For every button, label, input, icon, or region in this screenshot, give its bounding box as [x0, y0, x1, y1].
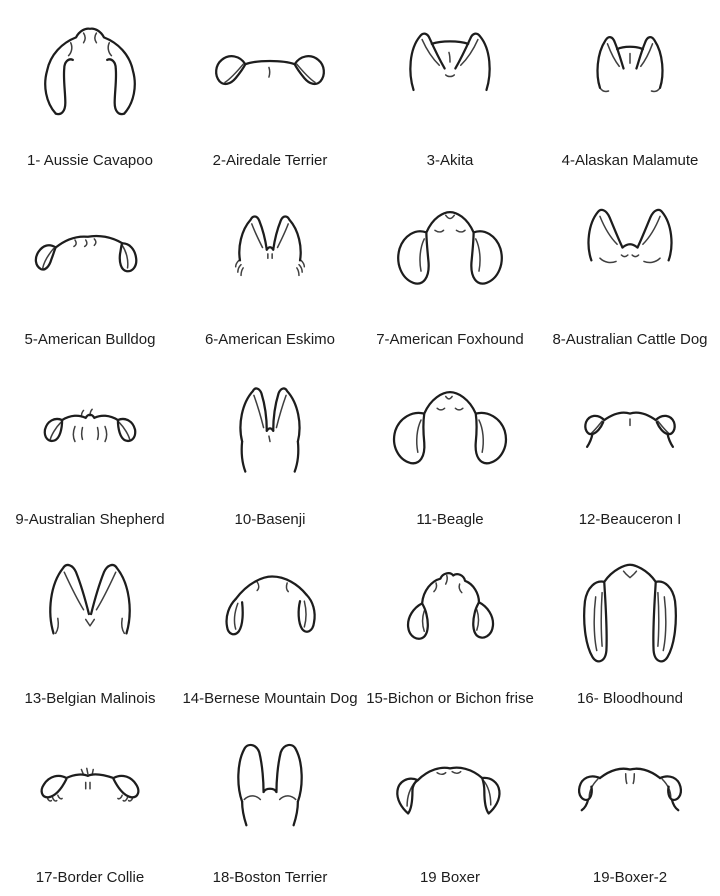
breed-cell	[0, 358, 180, 537]
beagle-ears-drawing	[374, 375, 526, 493]
breed-label: 15-Bichon or Bichon frise	[366, 689, 534, 707]
breed-label: 19-Boxer-2	[592, 868, 668, 886]
breed-cell	[0, 0, 180, 179]
breed-label: 3-Akita	[426, 152, 474, 170]
australian-cattle-dog-ears-drawing	[554, 196, 706, 314]
breed-label: 5-American Bulldog	[24, 331, 156, 349]
breed-label: 17-Border Collie	[35, 868, 145, 886]
breed-cell	[0, 179, 180, 358]
breed-label: 2-Airedale Terrier	[212, 152, 328, 170]
breed-cell	[540, 179, 720, 358]
breed-label: 4-Alaskan Malamute	[561, 152, 699, 170]
breed-cell	[360, 179, 540, 358]
breed-cell	[360, 538, 540, 717]
breed-cell	[180, 0, 360, 179]
american-bulldog-ears-drawing	[14, 196, 166, 314]
breed-label: 16- Bloodhound	[577, 689, 683, 707]
aussie-cavapoo-ears-drawing	[14, 17, 166, 135]
breed-cell	[180, 358, 360, 537]
breed-label: 7-American Foxhound	[376, 331, 524, 349]
breed-cell	[540, 717, 720, 896]
breed-cell	[360, 358, 540, 537]
breed-cell	[540, 538, 720, 717]
bichon-frise-ears-drawing	[374, 554, 526, 672]
american-foxhound-ears-drawing	[374, 196, 526, 314]
bloodhound-ears-drawing	[554, 554, 706, 672]
breed-cell	[360, 717, 540, 896]
border-collie-ears-drawing	[14, 733, 166, 851]
alaskan-malamute-ears-drawing	[554, 17, 706, 135]
breed-label: 18-Boston Terrier	[212, 868, 328, 886]
breed-cell	[540, 358, 720, 537]
boston-terrier-ears-drawing	[194, 733, 346, 851]
breed-cell	[0, 538, 180, 717]
bernese-mountain-dog-ears-drawing	[194, 554, 346, 672]
belgian-malinois-ears-drawing	[14, 554, 166, 672]
boxer-2-ears-drawing	[554, 733, 706, 851]
breed-label: 9-Australian Shepherd	[15, 510, 165, 528]
breed-label: 11-Beagle	[416, 510, 484, 528]
breed-cell	[540, 0, 720, 179]
breed-label: 10-Basenji	[234, 510, 306, 528]
breed-label: 8-Australian Cattle Dog	[552, 331, 708, 349]
breed-cell	[180, 538, 360, 717]
breed-label: 13-Belgian Malinois	[24, 689, 156, 707]
breed-label: 19 Boxer	[419, 868, 481, 886]
australian-shepherd-ears-drawing	[14, 375, 166, 493]
breed-cell	[180, 179, 360, 358]
beauceron-ears-drawing	[554, 375, 706, 493]
akita-ears-drawing	[374, 17, 526, 135]
breed-label: 1- Aussie Cavapoo	[27, 152, 153, 170]
breed-cell	[180, 717, 360, 896]
breed-label: 14-Bernese Mountain Dog	[182, 689, 358, 707]
airedale-terrier-ears-drawing	[194, 17, 346, 135]
american-eskimo-ears-drawing	[194, 196, 346, 314]
breed-label: 12-Beauceron I	[578, 510, 682, 528]
breed-cell	[360, 0, 540, 179]
breed-cell	[0, 717, 180, 896]
breed-label: 6-American Eskimo	[204, 331, 336, 349]
boxer-ears-drawing	[374, 733, 526, 851]
basenji-ears-drawing	[194, 375, 346, 493]
